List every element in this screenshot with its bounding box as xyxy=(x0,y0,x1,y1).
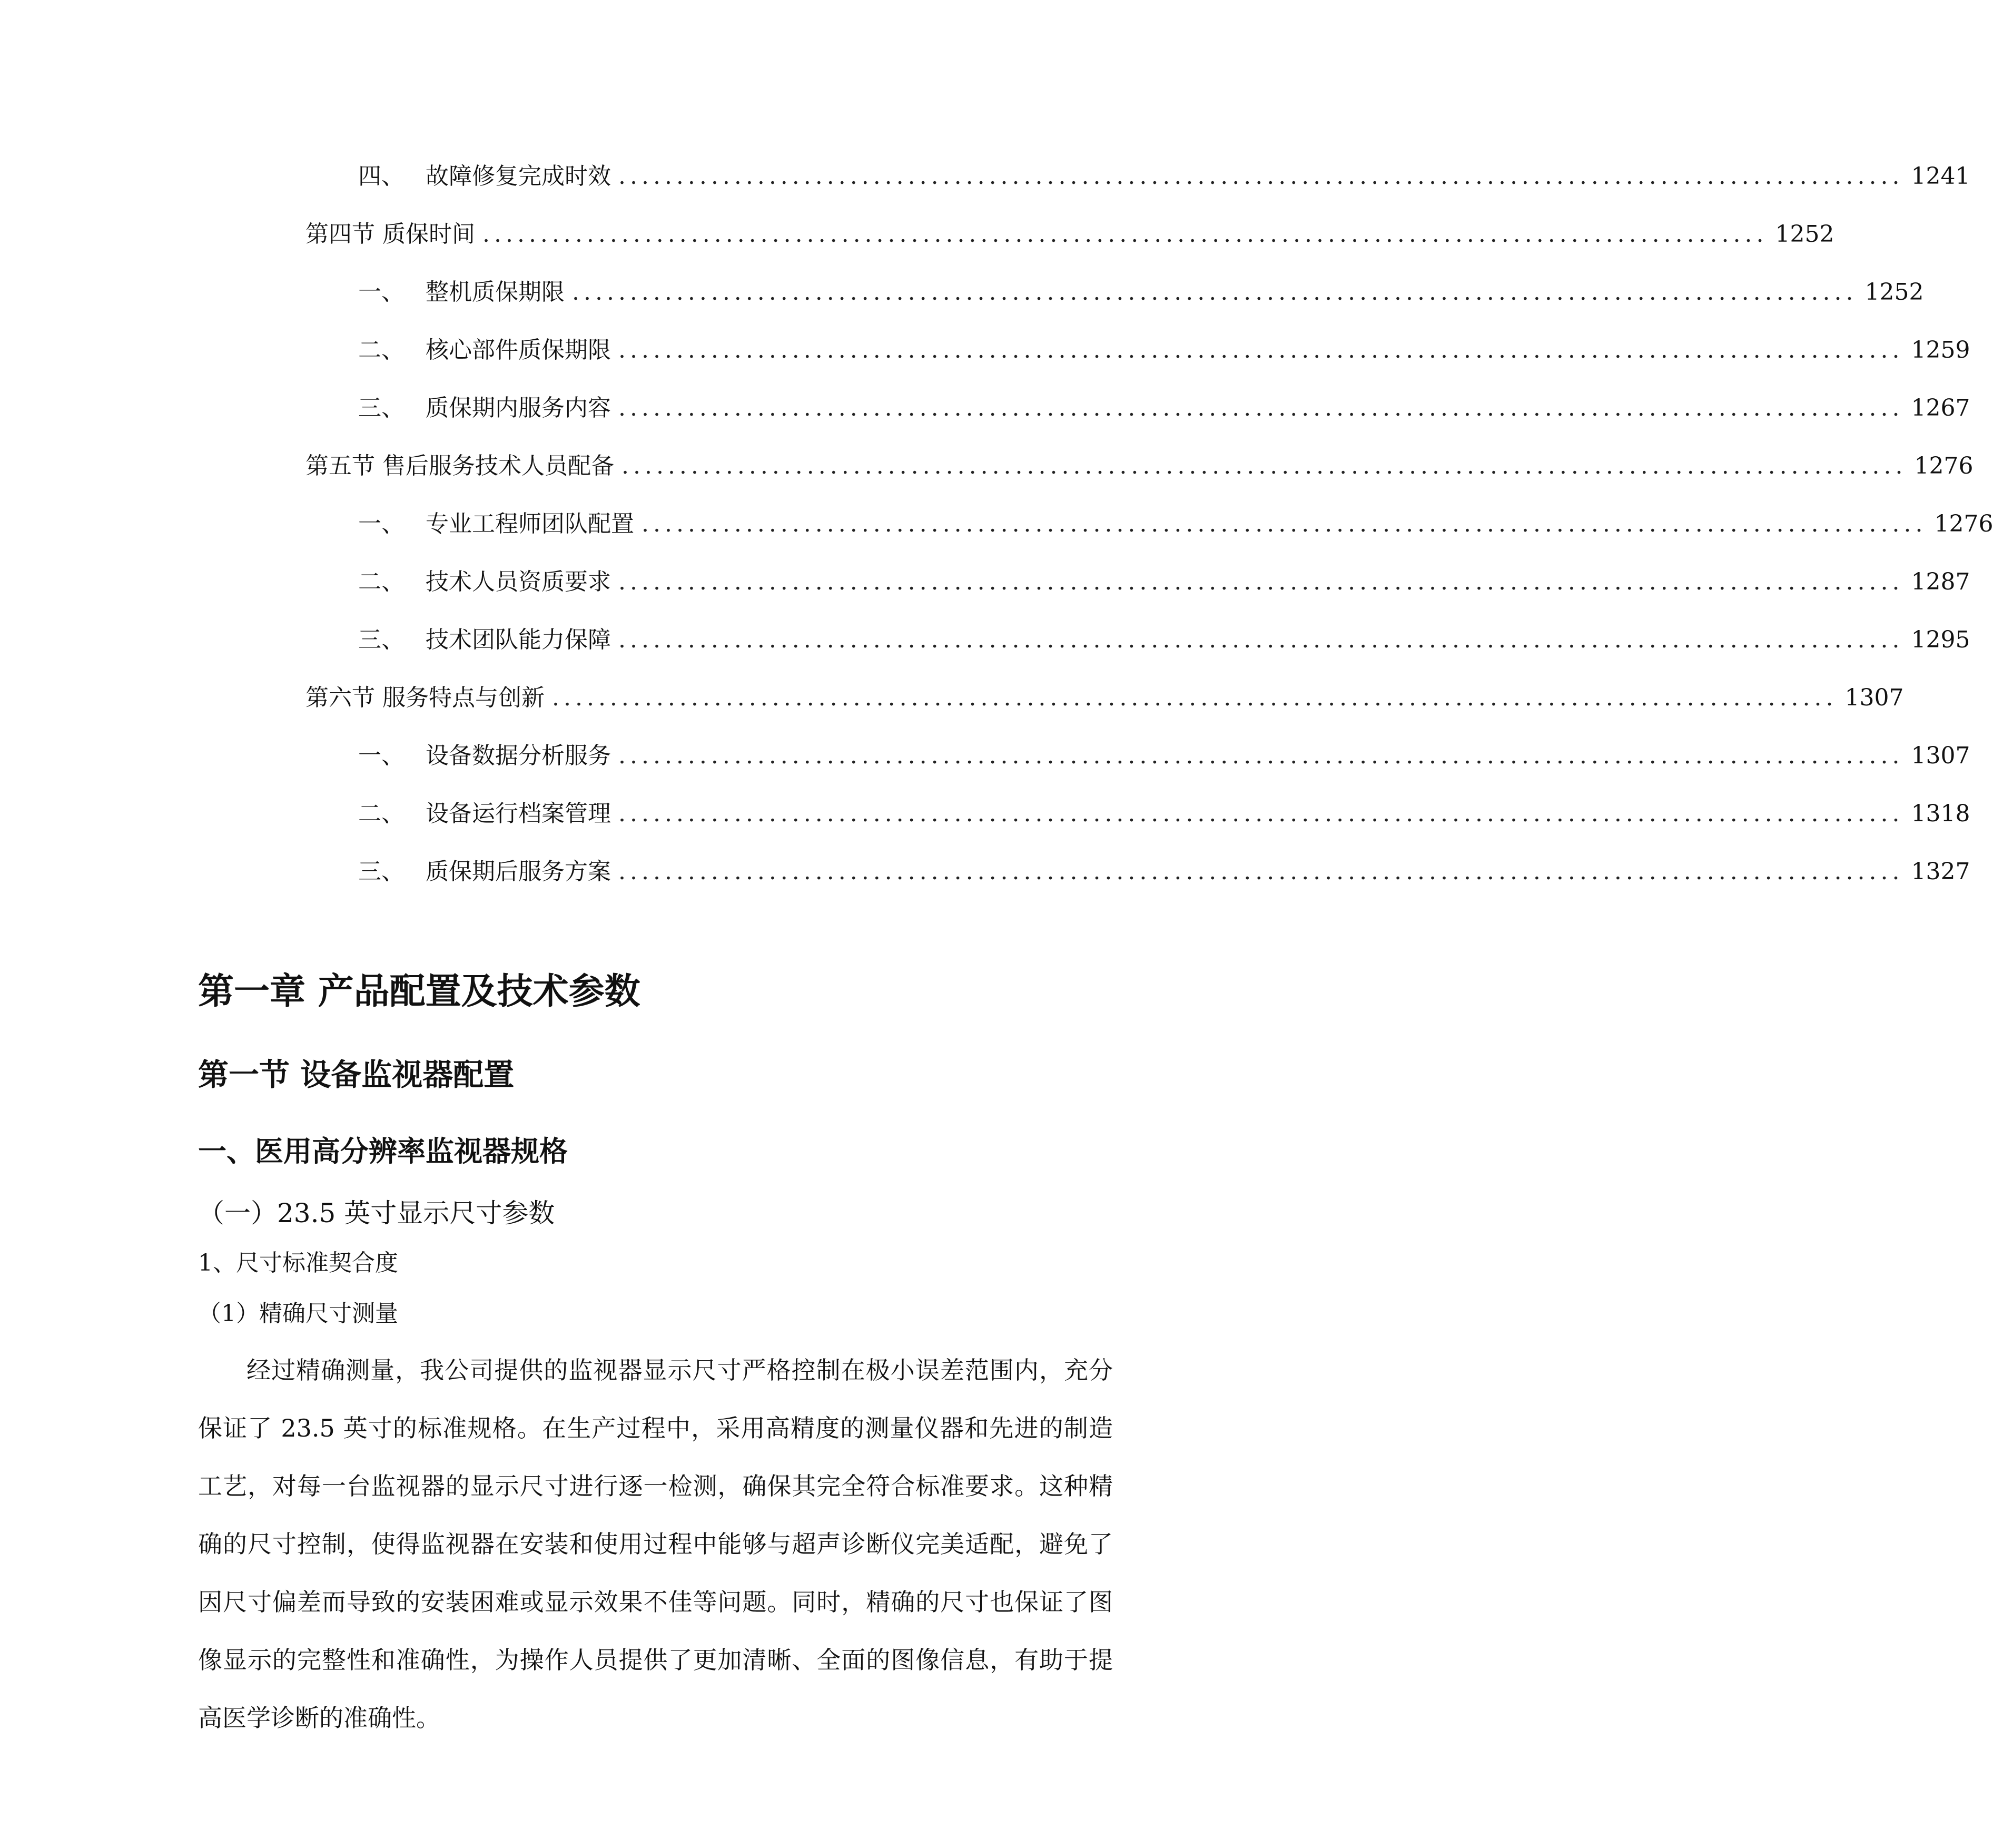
toc-entry-page: 1241 xyxy=(1911,163,1970,190)
toc-dot-leader: ............................................................................................................... xyxy=(618,337,1904,363)
toc-dot-leader: ............................................................................................................... xyxy=(572,279,1858,306)
toc-entry-page: 1307 xyxy=(1844,684,1904,711)
toc-entry-title: 故障修复完成时效 xyxy=(426,163,611,190)
toc-entry[interactable] xyxy=(305,216,1834,253)
toc-entry[interactable] xyxy=(358,622,1970,658)
body-paragraph: 经过精确测量，我公司提供的监视器显示尺寸严格控制在极小误差范围内，充分保证了 23.5 英寸的标准规格。在生产过程中，采用高精度的测量仪器和先进的制造工艺，对每一台监视器的显示尺寸进行逐一检测，确保其完全符合标准要求。这种精确的尺寸控制，使得监视器在安装和使用过程中能够与超声诊断仪完美适配，避免了因尺寸偏差而导致的安装困难或显示效果不佳等问题。同时，精确的尺寸也保证了图像显示的完整性和准确性，为操作人员提供了更加清晰、全面的图像信息，有助于提高医学诊断的准确性。 xyxy=(198,1356,1113,1732)
toc-entry-number: 二、 xyxy=(358,337,404,363)
toc-entry-number: 二、 xyxy=(358,568,404,595)
toc-entry-number: 一、 xyxy=(358,279,404,306)
toc-dot-leader: ............................................................................................................... xyxy=(618,568,1904,595)
toc-entry-number: 一、 xyxy=(358,510,404,537)
toc-entry-page: 1252 xyxy=(1775,221,1834,248)
toc-entry-number: 三、 xyxy=(358,858,404,885)
toc-entry[interactable] xyxy=(358,564,1970,601)
toc-dot-leader: ............................................................................................................... xyxy=(618,163,1904,190)
toc-dot-leader: ............................................................................................................... xyxy=(618,800,1904,827)
toc-dot-leader: ............................................................................................................... xyxy=(618,742,1904,769)
toc-entry[interactable] xyxy=(358,274,1924,311)
toc-entry-page: 1295 xyxy=(1911,626,1970,653)
subpoint-title: （1）精确尺寸测量 xyxy=(198,1300,398,1327)
toc-entry-page: 1252 xyxy=(1864,279,1924,306)
toc-entry-title: 专业工程师团队配置 xyxy=(426,510,634,537)
toc-dot-leader: ............................................................................................................... xyxy=(642,510,1927,537)
toc-entry-page: 1327 xyxy=(1911,858,1970,885)
toc-entry-title: 整机质保期限 xyxy=(426,279,565,306)
toc-dot-leader: ............................................................................................................... xyxy=(621,453,1907,479)
toc-entry[interactable] xyxy=(305,448,1974,485)
toc-entry-title: 质保期后服务方案 xyxy=(426,858,611,885)
section-title: 第一节 设备监视器配置 xyxy=(198,1057,515,1093)
item-title: （一）23.5 英寸显示尺寸参数 xyxy=(198,1198,555,1228)
toc-entry[interactable] xyxy=(358,853,1970,890)
toc-entry-title: 第四节 质保时间 xyxy=(305,221,475,248)
toc-entry[interactable] xyxy=(305,680,1904,716)
toc-dot-leader: ............................................................................................................... xyxy=(482,221,1768,248)
toc-entry-title: 设备数据分析服务 xyxy=(426,742,611,769)
toc-entry-title: 第六节 服务特点与创新 xyxy=(305,684,545,711)
toc-entry[interactable] xyxy=(358,738,1970,774)
toc-entry-number: 一、 xyxy=(358,742,404,769)
toc-entry-title: 设备运行档案管理 xyxy=(426,800,611,827)
point-title: 1、尺寸标准契合度 xyxy=(198,1250,398,1276)
toc-dot-leader: ............................................................................................................... xyxy=(618,395,1904,421)
toc-entry-page: 1276 xyxy=(1934,510,1993,537)
toc-entry-page: 1318 xyxy=(1911,800,1970,827)
toc-dot-leader: ............................................................................................................... xyxy=(618,858,1904,885)
toc-entry-page: 1276 xyxy=(1914,453,1974,479)
toc-entry[interactable] xyxy=(358,390,1970,427)
toc-entry-number: 三、 xyxy=(358,395,404,421)
toc-entry-number: 二、 xyxy=(358,800,404,827)
toc-dot-leader: ............................................................................................................... xyxy=(552,684,1838,711)
toc-entry[interactable] xyxy=(358,506,1993,543)
toc-entry[interactable] xyxy=(358,795,1970,832)
toc-entry-title: 第五节 售后服务技术人员配备 xyxy=(305,453,614,479)
toc-entry-page: 1287 xyxy=(1911,568,1970,595)
toc-entry-number: 三、 xyxy=(358,626,404,653)
toc-entry-number: 四、 xyxy=(358,163,404,190)
toc-entry[interactable] xyxy=(358,332,1970,369)
toc-entry-title: 技术人员资质要求 xyxy=(426,568,611,595)
chapter-title: 第一章 产品配置及技术参数 xyxy=(198,971,640,1013)
toc-entry-page: 1307 xyxy=(1911,742,1970,769)
toc-entry-page: 1259 xyxy=(1911,337,1970,363)
toc-entry[interactable] xyxy=(358,158,1970,195)
toc-dot-leader: ............................................................................................................... xyxy=(618,626,1904,653)
toc-entry-title: 核心部件质保期限 xyxy=(426,337,611,363)
toc-entry-title: 质保期内服务内容 xyxy=(426,395,611,421)
toc-entry-title: 技术团队能力保障 xyxy=(426,626,611,653)
subsection-title: 一、医用高分辨率监视器规格 xyxy=(198,1135,568,1168)
toc-entry-page: 1267 xyxy=(1911,395,1970,421)
